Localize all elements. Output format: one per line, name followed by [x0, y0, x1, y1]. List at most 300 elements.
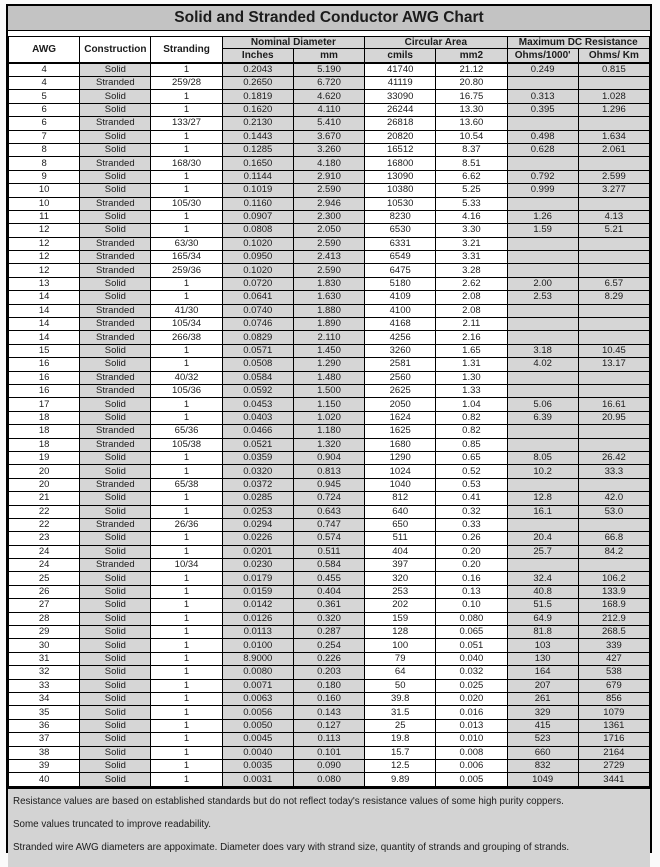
table-row: [9, 344, 650, 357]
cell-ohms-km: [578, 77, 649, 90]
table-row: [9, 492, 650, 505]
cell-mm: 0.455: [293, 572, 364, 585]
cell-mm: 0.404: [293, 585, 364, 598]
cell-mm: 1.830: [293, 277, 364, 290]
cell-ohms-1000: 261: [507, 692, 578, 705]
cell-cmils: 16512: [365, 143, 436, 156]
cell-inches: 0.0142: [222, 599, 293, 612]
cell-cmils: 6549: [365, 251, 436, 264]
cell-awg: 16: [9, 358, 80, 371]
cell-awg: 36: [9, 719, 80, 732]
cell-cmils: 100: [365, 639, 436, 652]
cell-ohms-1000: 1049: [507, 773, 578, 786]
cell-mm: 3.260: [293, 143, 364, 156]
cell-stranding: 1: [151, 545, 222, 558]
cell-construction: Solid: [80, 277, 151, 290]
cell-cmils: 2050: [365, 398, 436, 411]
cell-mm: 0.574: [293, 532, 364, 545]
cell-stranding: 1: [151, 344, 222, 357]
cell-awg: 27: [9, 599, 80, 612]
cell-ohms-km: [578, 425, 649, 438]
table-row: [9, 692, 650, 705]
cell-ohms-km: [578, 237, 649, 250]
cell-mm: 1.450: [293, 344, 364, 357]
cell-construction: Solid: [80, 224, 151, 237]
cell-mm: 0.945: [293, 478, 364, 491]
cell-stranding: 1: [151, 224, 222, 237]
cell-cmils: 33090: [365, 90, 436, 103]
table-row: [9, 666, 650, 679]
cell-ohms-km: 339: [578, 639, 649, 652]
awg-table: [8, 36, 650, 787]
cell-mm2: 5.33: [436, 197, 507, 210]
cell-ohms-km: [578, 264, 649, 277]
col-header-awg: AWG: [9, 37, 80, 64]
cell-ohms-km: 106.2: [578, 572, 649, 585]
cell-mm2: 0.53: [436, 478, 507, 491]
cell-ohms-km: 5.21: [578, 224, 649, 237]
cell-cmils: 1625: [365, 425, 436, 438]
cell-mm: 5.190: [293, 63, 364, 77]
cell-ohms-1000: 164: [507, 666, 578, 679]
cell-awg: 39: [9, 759, 80, 772]
cell-ohms-1000: 5.06: [507, 398, 578, 411]
cell-awg: 10: [9, 197, 80, 210]
cell-mm2: 1.31: [436, 358, 507, 371]
cell-ohms-1000: 130: [507, 652, 578, 665]
cell-cmils: 812: [365, 492, 436, 505]
cell-awg: 18: [9, 411, 80, 424]
cell-awg: 38: [9, 746, 80, 759]
cell-inches: 0.0571: [222, 344, 293, 357]
cell-inches: 0.0201: [222, 545, 293, 558]
cell-awg: 22: [9, 505, 80, 518]
cell-stranding: 26/36: [151, 518, 222, 531]
cell-cmils: 2625: [365, 384, 436, 397]
cell-cmils: 404: [365, 545, 436, 558]
cell-mm2: 3.31: [436, 251, 507, 264]
cell-cmils: 253: [365, 585, 436, 598]
cell-awg: 37: [9, 733, 80, 746]
cell-mm: 0.101: [293, 746, 364, 759]
table-row: [9, 277, 650, 290]
cell-ohms-1000: 0.249: [507, 63, 578, 77]
cell-awg: 13: [9, 277, 80, 290]
cell-inches: 0.0372: [222, 478, 293, 491]
cell-ohms-km: 33.3: [578, 465, 649, 478]
cell-ohms-1000: [507, 318, 578, 331]
cell-ohms-1000: 329: [507, 706, 578, 719]
cell-stranding: 1: [151, 63, 222, 77]
cell-stranding: 1: [151, 411, 222, 424]
cell-inches: 0.0126: [222, 612, 293, 625]
cell-ohms-1000: 207: [507, 679, 578, 692]
cell-mm2: 2.08: [436, 304, 507, 317]
cell-stranding: 1: [151, 90, 222, 103]
cell-cmils: 39.8: [365, 692, 436, 705]
group-header-maximum-dc-resistance: Maximum DC Resistance: [507, 37, 649, 49]
cell-cmils: 320: [365, 572, 436, 585]
table-row: [9, 518, 650, 531]
table-row: [9, 304, 650, 317]
cell-cmils: 41119: [365, 77, 436, 90]
cell-construction: Stranded: [80, 518, 151, 531]
cell-inches: 0.0466: [222, 425, 293, 438]
cell-cmils: 8230: [365, 210, 436, 223]
table-row: [9, 639, 650, 652]
cell-ohms-1000: 103: [507, 639, 578, 652]
cell-awg: 18: [9, 438, 80, 451]
cell-awg: 12: [9, 251, 80, 264]
cell-mm: 1.630: [293, 291, 364, 304]
cell-mm2: 0.20: [436, 559, 507, 572]
table-row: [9, 331, 650, 344]
cell-construction: Stranded: [80, 425, 151, 438]
cell-mm: 4.620: [293, 90, 364, 103]
cell-stranding: 1: [151, 103, 222, 116]
cell-construction: Solid: [80, 719, 151, 732]
cell-inches: 0.0179: [222, 572, 293, 585]
cell-stranding: 1: [151, 291, 222, 304]
cell-stranding: 40/32: [151, 371, 222, 384]
cell-awg: 25: [9, 572, 80, 585]
cell-mm: 0.143: [293, 706, 364, 719]
cell-stranding: 1: [151, 773, 222, 786]
col-header-stranding: Stranding: [151, 37, 222, 64]
cell-awg: 10: [9, 184, 80, 197]
cell-awg: 19: [9, 451, 80, 464]
cell-ohms-1000: [507, 117, 578, 130]
cell-inches: 0.0045: [222, 733, 293, 746]
cell-construction: Solid: [80, 465, 151, 478]
cell-ohms-km: 66.8: [578, 532, 649, 545]
table-header: [9, 37, 650, 64]
cell-awg: 20: [9, 478, 80, 491]
cell-inches: 0.2043: [222, 63, 293, 77]
cell-ohms-km: 10.45: [578, 344, 649, 357]
cell-awg: 24: [9, 545, 80, 558]
cell-mm2: 2.62: [436, 277, 507, 290]
cell-mm: 0.203: [293, 666, 364, 679]
cell-ohms-km: 2729: [578, 759, 649, 772]
cell-ohms-1000: 660: [507, 746, 578, 759]
cell-mm2: 0.010: [436, 733, 507, 746]
cell-mm2: 5.25: [436, 184, 507, 197]
table-row: [9, 532, 650, 545]
cell-mm2: 1.65: [436, 344, 507, 357]
cell-inches: 0.0159: [222, 585, 293, 598]
cell-mm: 1.290: [293, 358, 364, 371]
cell-cmils: 2560: [365, 371, 436, 384]
cell-construction: Solid: [80, 599, 151, 612]
cell-construction: Solid: [80, 666, 151, 679]
table-row: [9, 264, 650, 277]
cell-ohms-km: 1361: [578, 719, 649, 732]
cell-mm: 0.747: [293, 518, 364, 531]
cell-mm2: 13.60: [436, 117, 507, 130]
cell-awg: 12: [9, 224, 80, 237]
note-resistance-standards: Resistance values are based on established standards but do not reflect today's resistance values of some high purity coppers.: [13, 795, 564, 807]
cell-mm: 2.050: [293, 224, 364, 237]
cell-ohms-km: 3441: [578, 773, 649, 786]
cell-ohms-1000: [507, 371, 578, 384]
cell-mm2: 0.52: [436, 465, 507, 478]
cell-inches: 0.1020: [222, 237, 293, 250]
cell-construction: Solid: [80, 184, 151, 197]
cell-inches: 0.0746: [222, 318, 293, 331]
cell-cmils: 4256: [365, 331, 436, 344]
cell-inches: 0.1443: [222, 130, 293, 143]
cell-construction: Stranded: [80, 304, 151, 317]
table-row: [9, 184, 650, 197]
table-row: [9, 545, 650, 558]
cell-awg: 4: [9, 77, 80, 90]
table-body: [9, 63, 650, 786]
cell-stranding: 10/34: [151, 559, 222, 572]
cell-stranding: 63/30: [151, 237, 222, 250]
cell-mm: 1.880: [293, 304, 364, 317]
cell-cmils: 16800: [365, 157, 436, 170]
cell-ohms-km: 1.028: [578, 90, 649, 103]
cell-stranding: 1: [151, 692, 222, 705]
cell-inches: 0.0720: [222, 277, 293, 290]
cell-ohms-1000: [507, 559, 578, 572]
cell-construction: Solid: [80, 130, 151, 143]
cell-mm2: 0.20: [436, 545, 507, 558]
cell-awg: 23: [9, 532, 80, 545]
table-row: [9, 465, 650, 478]
cell-mm: 0.813: [293, 465, 364, 478]
cell-stranding: 266/38: [151, 331, 222, 344]
cell-inches: 0.0230: [222, 559, 293, 572]
cell-construction: Solid: [80, 210, 151, 223]
cell-cmils: 1680: [365, 438, 436, 451]
cell-ohms-km: 6.57: [578, 277, 649, 290]
cell-stranding: 1: [151, 759, 222, 772]
cell-mm2: 0.025: [436, 679, 507, 692]
cell-mm2: 0.13: [436, 585, 507, 598]
cell-mm: 1.020: [293, 411, 364, 424]
table-row: [9, 157, 650, 170]
cell-ohms-km: 268.5: [578, 626, 649, 639]
cell-inches: 0.0294: [222, 518, 293, 531]
cell-inches: 0.0063: [222, 692, 293, 705]
cell-mm2: 0.005: [436, 773, 507, 786]
cell-inches: 8.9000: [222, 652, 293, 665]
cell-inches: 0.0056: [222, 706, 293, 719]
cell-awg: 14: [9, 331, 80, 344]
cell-construction: Solid: [80, 759, 151, 772]
cell-inches: 0.1020: [222, 264, 293, 277]
cell-ohms-km: 1716: [578, 733, 649, 746]
table-row: [9, 773, 650, 786]
note-stranded-approximate: Stranded wire AWG diameters are appoximate. Diameter does vary with strand size, quantity of strands and grouping of strands.: [13, 841, 570, 853]
cell-mm2: 0.080: [436, 612, 507, 625]
cell-cmils: 41740: [365, 63, 436, 77]
cell-mm2: 0.016: [436, 706, 507, 719]
cell-stranding: 1: [151, 652, 222, 665]
cell-stranding: 1: [151, 572, 222, 585]
cell-awg: 31: [9, 652, 80, 665]
cell-cmils: 4168: [365, 318, 436, 331]
cell-cmils: 26244: [365, 103, 436, 116]
cell-stranding: 1: [151, 184, 222, 197]
cell-awg: 20: [9, 465, 80, 478]
cell-mm2: 0.82: [436, 425, 507, 438]
cell-ohms-1000: [507, 331, 578, 344]
cell-cmils: 25: [365, 719, 436, 732]
cell-ohms-1000: 4.02: [507, 358, 578, 371]
cell-cmils: 1290: [365, 451, 436, 464]
cell-mm2: 2.08: [436, 291, 507, 304]
cell-stranding: 65/38: [151, 478, 222, 491]
cell-ohms-1000: 12.8: [507, 492, 578, 505]
cell-construction: Stranded: [80, 438, 151, 451]
cell-ohms-1000: 523: [507, 733, 578, 746]
cell-ohms-km: [578, 318, 649, 331]
cell-ohms-km: 2.061: [578, 143, 649, 156]
cell-mm: 0.724: [293, 492, 364, 505]
cell-construction: Solid: [80, 572, 151, 585]
table-row: [9, 679, 650, 692]
cell-ohms-km: 427: [578, 652, 649, 665]
cell-awg: 16: [9, 384, 80, 397]
cell-ohms-1000: 51.5: [507, 599, 578, 612]
cell-inches: 0.0050: [222, 719, 293, 732]
cell-construction: Solid: [80, 773, 151, 786]
cell-awg: 14: [9, 304, 80, 317]
cell-mm2: 0.051: [436, 639, 507, 652]
cell-mm: 2.590: [293, 237, 364, 250]
cell-mm2: 3.21: [436, 237, 507, 250]
cell-stranding: 1: [151, 585, 222, 598]
cell-mm2: 0.82: [436, 411, 507, 424]
cell-stranding: 1: [151, 733, 222, 746]
cell-mm: 4.180: [293, 157, 364, 170]
cell-awg: 8: [9, 157, 80, 170]
cell-construction: Solid: [80, 451, 151, 464]
table-row: [9, 652, 650, 665]
cell-cmils: 1024: [365, 465, 436, 478]
cell-awg: 21: [9, 492, 80, 505]
cell-mm: 5.410: [293, 117, 364, 130]
table-row: [9, 117, 650, 130]
cell-mm2: 0.32: [436, 505, 507, 518]
cell-mm2: 8.51: [436, 157, 507, 170]
cell-mm: 0.127: [293, 719, 364, 732]
cell-inches: 0.1819: [222, 90, 293, 103]
cell-cmils: 640: [365, 505, 436, 518]
cell-mm2: 1.30: [436, 371, 507, 384]
cell-ohms-1000: 3.18: [507, 344, 578, 357]
table-row: [9, 210, 650, 223]
cell-ohms-1000: 0.999: [507, 184, 578, 197]
cell-ohms-1000: 832: [507, 759, 578, 772]
cell-construction: Solid: [80, 358, 151, 371]
table-row: [9, 478, 650, 491]
cell-construction: Stranded: [80, 331, 151, 344]
cell-inches: 0.0071: [222, 679, 293, 692]
cell-construction: Stranded: [80, 384, 151, 397]
cell-inches: 0.1160: [222, 197, 293, 210]
cell-ohms-1000: [507, 518, 578, 531]
cell-cmils: 31.5: [365, 706, 436, 719]
cell-stranding: 1: [151, 143, 222, 156]
cell-inches: 0.0508: [222, 358, 293, 371]
cell-construction: Solid: [80, 612, 151, 625]
cell-stranding: 165/34: [151, 251, 222, 264]
cell-mm2: 4.16: [436, 210, 507, 223]
cell-awg: 29: [9, 626, 80, 639]
cell-awg: 18: [9, 425, 80, 438]
cell-ohms-km: 84.2: [578, 545, 649, 558]
cell-inches: 0.0285: [222, 492, 293, 505]
cell-awg: 14: [9, 318, 80, 331]
cell-stranding: 1: [151, 719, 222, 732]
cell-awg: 4: [9, 63, 80, 77]
cell-awg: 35: [9, 706, 80, 719]
cell-ohms-km: 42.0: [578, 492, 649, 505]
col-header-mm: mm: [293, 49, 364, 64]
cell-mm: 1.480: [293, 371, 364, 384]
cell-inches: 0.0521: [222, 438, 293, 451]
cell-cmils: 5180: [365, 277, 436, 290]
cell-mm: 0.361: [293, 599, 364, 612]
table-row: [9, 143, 650, 156]
cell-ohms-km: 53.0: [578, 505, 649, 518]
cell-ohms-km: 212.9: [578, 612, 649, 625]
cell-cmils: 1624: [365, 411, 436, 424]
table-row: [9, 425, 650, 438]
cell-construction: Solid: [80, 505, 151, 518]
cell-construction: Stranded: [80, 117, 151, 130]
table-row: [9, 626, 650, 639]
cell-mm: 0.904: [293, 451, 364, 464]
cell-ohms-1000: 1.26: [507, 210, 578, 223]
cell-cmils: 13090: [365, 170, 436, 183]
cell-ohms-1000: 64.9: [507, 612, 578, 625]
cell-ohms-1000: 0.628: [507, 143, 578, 156]
cell-cmils: 26818: [365, 117, 436, 130]
cell-mm: 0.584: [293, 559, 364, 572]
table-row: [9, 746, 650, 759]
cell-construction: Solid: [80, 706, 151, 719]
cell-stranding: 1: [151, 505, 222, 518]
cell-ohms-km: 4.13: [578, 210, 649, 223]
table-row: [9, 371, 650, 384]
cell-ohms-km: [578, 251, 649, 264]
cell-stranding: 105/36: [151, 384, 222, 397]
cell-ohms-1000: 40.8: [507, 585, 578, 598]
table-row: [9, 197, 650, 210]
cell-awg: 28: [9, 612, 80, 625]
cell-mm2: 0.41: [436, 492, 507, 505]
cell-construction: Stranded: [80, 77, 151, 90]
table-row: [9, 103, 650, 116]
cell-cmils: 10380: [365, 184, 436, 197]
cell-inches: 0.0829: [222, 331, 293, 344]
cell-cmils: 20820: [365, 130, 436, 143]
cell-cmils: 3260: [365, 344, 436, 357]
table-row: [9, 759, 650, 772]
cell-ohms-1000: 1.59: [507, 224, 578, 237]
note-values-truncated: Some values truncated to improve readability.: [13, 818, 212, 830]
cell-ohms-1000: 25.7: [507, 545, 578, 558]
table-row: [9, 77, 650, 90]
table-row: [9, 585, 650, 598]
table-row: [9, 559, 650, 572]
cell-inches: 0.0907: [222, 210, 293, 223]
